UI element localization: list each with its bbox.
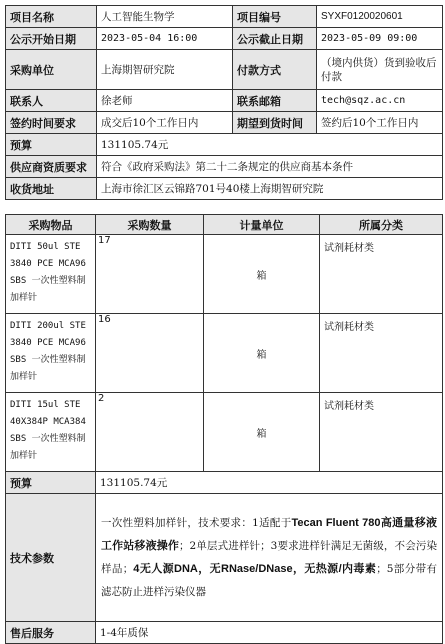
publish-start-label: 公示开始日期 [6, 28, 97, 50]
header-item: 采购物品 [6, 215, 96, 235]
tech-text-2: ；2单层式进样针；3要求进样针满足无菌级，不会污染样品； [101, 539, 437, 575]
address-value: 上海市徐汇区云锦路701号40楼上海期智研究院 [97, 178, 443, 200]
table-row [6, 314, 443, 393]
email-label: 联系邮箱 [233, 90, 317, 112]
header-category: 所属分类 [320, 215, 443, 235]
publish-start-value: 2023-05-04 16:00 [97, 28, 233, 50]
email-value: tech@sqz.ac.cn [317, 90, 443, 112]
item-name: DITI 200ul STE 3840 PCE MCA96 SBS 一次性塑料制加样针 [6, 314, 96, 393]
qualification-label: 供应商资质要求 [6, 156, 97, 178]
items-budget-label: 预算 [6, 472, 96, 494]
purchaser-value: 上海期智研究院 [97, 50, 233, 90]
tech-text-bold-1: Tecan Fluent 780高通量移液工作站移液操作 [101, 516, 437, 552]
address-label: 收货地址 [6, 178, 97, 200]
item-name: DITI 15ul STE 40X384P MCA384 SBS 一次性塑料制加样针 [6, 393, 96, 472]
tech-params-value [96, 494, 443, 622]
project-name-label: 项目名称 [6, 6, 97, 28]
after-sales-label: 售后服务 [6, 622, 96, 644]
budget-label: 预算 [6, 134, 97, 156]
after-sales-value: 1-4年质保 [96, 622, 443, 644]
item-unit: 箱 [204, 235, 320, 314]
item-qty: 17 [96, 235, 204, 314]
item-unit: 箱 [204, 393, 320, 472]
items-budget-value: 131105.74元 [96, 472, 443, 494]
delivery-value: 签约后10个工作日内 [317, 112, 443, 134]
item-category: 试剂耗材类 [320, 393, 443, 472]
item-qty: 2 [96, 393, 204, 472]
tech-params-label: 技术参数 [6, 494, 96, 622]
contact-label: 联系人 [6, 90, 97, 112]
tech-text-bold-2: 4无人源DNA，无RNase/DNase，无热源/内毒素 [133, 562, 377, 575]
header-unit: 计量单位 [204, 215, 320, 235]
payment-value: （境内供货）货到验收后付款 [317, 50, 443, 90]
header-qty: 采购数量 [96, 215, 204, 235]
item-qty: 16 [96, 314, 204, 393]
project-no-label: 项目编号 [233, 6, 317, 28]
table-row [6, 235, 443, 314]
qualification-value: 符合《政府采购法》第二十二条规定的供应商基本条件 [97, 156, 443, 178]
item-unit: 箱 [204, 314, 320, 393]
publish-end-label: 公示截止日期 [233, 28, 317, 50]
budget-value: 131105.74元 [97, 134, 443, 156]
item-name: DITI 50ul STE 3840 PCE MCA96 SBS 一次性塑料制加样针 [6, 235, 96, 314]
sign-time-label: 签约时间要求 [6, 112, 97, 134]
item-category: 试剂耗材类 [320, 235, 443, 314]
items-table [5, 214, 443, 644]
tech-text-1: 一次性塑料加样针，技术要求：1适配于 [101, 516, 292, 529]
project-name-value: 人工智能生物学 [97, 6, 233, 28]
item-category: 试剂耗材类 [320, 314, 443, 393]
project-no-value: SYXF0120020601 [317, 6, 443, 28]
contact-value: 徐老师 [97, 90, 233, 112]
publish-end-value: 2023-05-09 09:00 [317, 28, 443, 50]
sign-time-value: 成交后10个工作日内 [97, 112, 233, 134]
tech-text-3: ；5部分带有滤芯防止进样污染仪器 [101, 562, 437, 598]
payment-label: 付款方式 [233, 50, 317, 90]
delivery-label: 期望到货时间 [233, 112, 317, 134]
table-row [6, 393, 443, 472]
project-info-table [5, 5, 443, 200]
purchaser-label: 采购单位 [6, 50, 97, 90]
